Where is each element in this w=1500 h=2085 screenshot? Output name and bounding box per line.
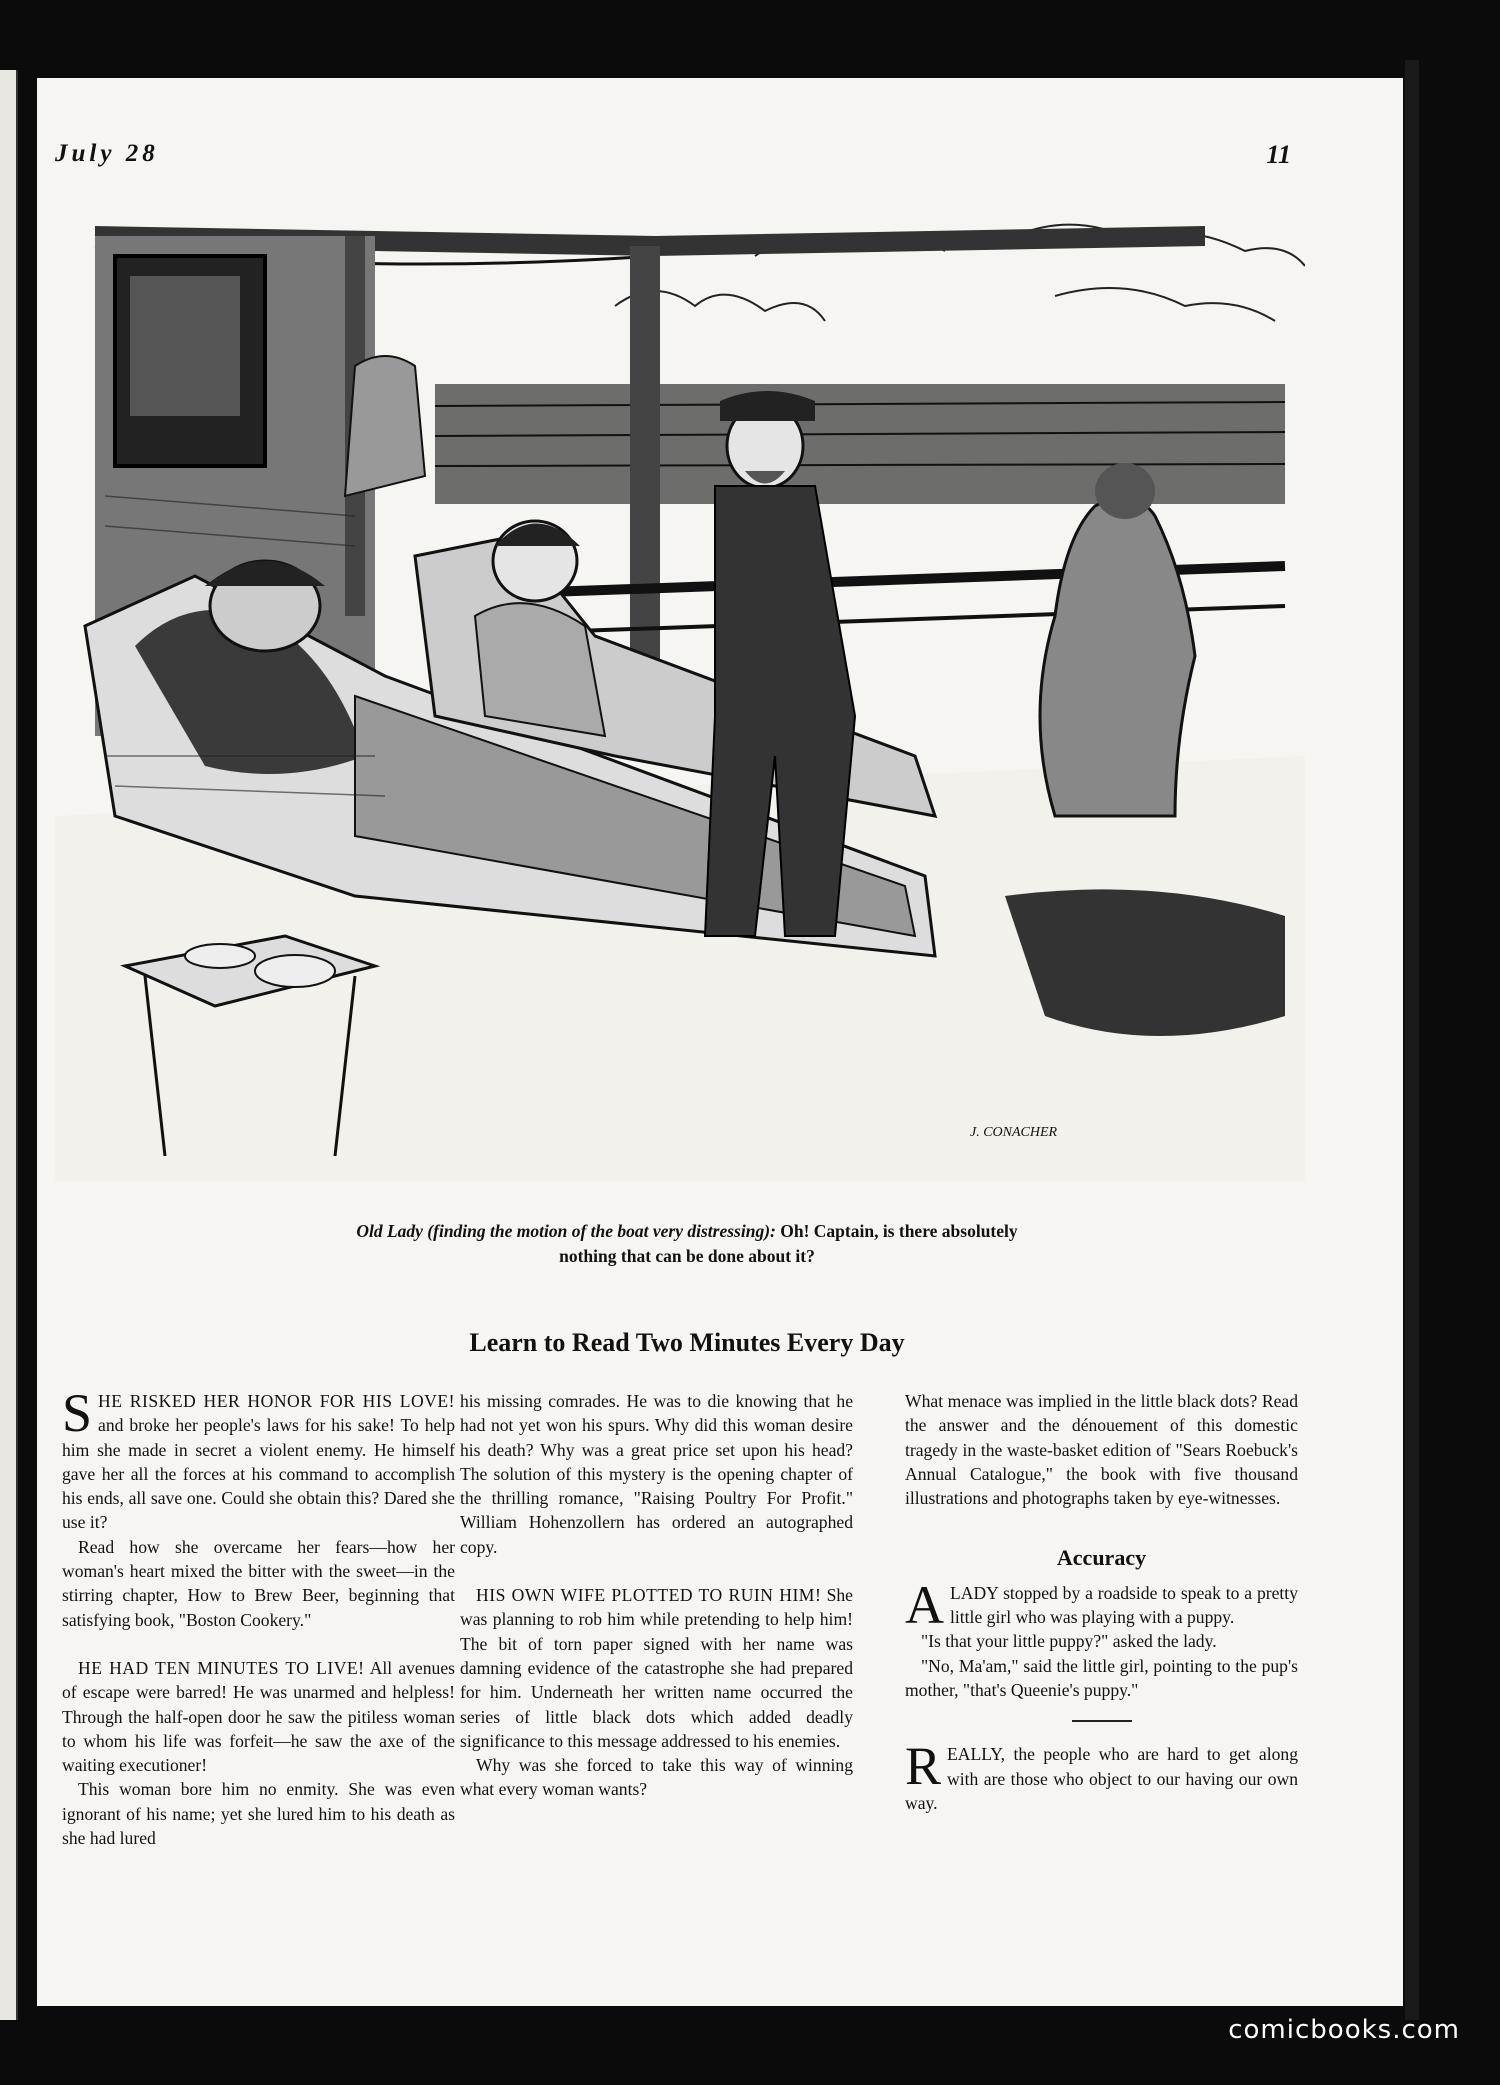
cartoon-caption — [197, 1219, 1177, 1269]
paragraph: "No, Ma'am," said the little girl, pointing to the pup's mother, "that's Queenie's puppy." — [905, 1655, 1298, 1700]
drop-cap: R — [905, 1736, 942, 1797]
paragraph: "Is that your little puppy?" asked the lady. — [921, 1631, 1217, 1652]
lead-in: HE HAD TEN MINUTES TO LIVE! — [78, 1657, 365, 1678]
page-number: 11 — [1266, 140, 1291, 169]
paragraph: This woman bore him no enmity. She was even ignorant of his name; yet she lured him to his death as she had lured — [62, 1779, 455, 1849]
caption-speaker: Old Lady (finding the motion of the boat very distressing): — [356, 1221, 776, 1241]
paragraph: What menace was implied in the little black dots? Read the answer and the dénouement of this domestic tragedy in the waste-basket edition of "Sears Roebuck's Annual Catalogue," the book with five thousand illustrations and photographs taken by eye-witnesses. — [905, 1391, 1298, 1509]
article-column-2 — [460, 1389, 853, 1802]
paragraph-text: and broke her people's laws for his sake! To help him she made in secret a violent enemy. He himself gave her all the forces at his command to accomplish his ends, all save one. Could she obtain this? Dared she use it? — [62, 1415, 455, 1533]
paragraph-text: She was planning to rob him while pretending to help him! The bit of torn paper signed with her name was damning evidence of the catastrophe she had prepared for him. Underneath her written name occurred the series of little black dots which added deadly significance to this message addressed to his enemies. — [460, 1585, 853, 1751]
paragraph — [62, 1383, 455, 1535]
divider-rule — [1072, 1720, 1132, 1722]
paragraph: his missing comrades. He was to die knowing that he had not yet won his spurs. Why did this woman desire his death? Why was a great price set upon his head? The solution of this mystery is the opening chapter of the thrilling romance, "Raising Poultry For Profit." William Hohenzollern has ordered an autographed copy. — [460, 1391, 853, 1557]
paragraph — [905, 1736, 1298, 1815]
site-watermark: comicbooks.com — [1228, 2015, 1460, 2045]
lead-in: HE RISKED HER HONOR FOR HIS LOVE! — [98, 1391, 455, 1411]
article-column-3 — [905, 1389, 1298, 1815]
cartoon-illustration — [55, 196, 1305, 1181]
caption-line-1: Oh! Captain, is there absolutely — [780, 1221, 1018, 1241]
paragraph-text: LADY stopped by a roadside to speak to a pretty little girl who was playing with a puppy. — [950, 1582, 1298, 1628]
binding-edge — [1405, 60, 1419, 2020]
paragraph-text: All avenues of escape were barred! He was unarmed and helpless! Through the half-open door he saw the pitiless woman to whom his life was forfeit—he saw the axe of the waiting executioner! — [62, 1657, 455, 1776]
paragraph — [62, 1656, 455, 1777]
paragraph — [460, 1583, 853, 1753]
drop-cap: A — [905, 1574, 944, 1635]
caption-line-2: nothing that can be done about it? — [559, 1246, 815, 1266]
artist-signature: J. CONACHER — [970, 1125, 1058, 1140]
running-date: July 28 — [55, 140, 159, 167]
section-heading-accuracy: Accuracy — [1056, 1545, 1147, 1571]
deck-scene-drawing — [55, 196, 1305, 1181]
paragraph-text: EALLY, the people who are hard to get along with are those who object to our having our own way. — [905, 1744, 1298, 1813]
paragraph: Why was she forced to take this way of winning what every woman wants? — [460, 1755, 853, 1800]
paragraph: Read how she overcame her fears—how her woman's heart mixed the bitter with the sweet—in the stirring chapter, How to Brew Beer, beginning that satisfying book, "Boston Cookery." — [62, 1536, 455, 1630]
magazine-page — [37, 78, 1403, 2006]
article-column-1 — [62, 1383, 455, 1850]
lead-in: HIS OWN WIFE PLOTTED TO RUIN HIM! — [476, 1585, 822, 1606]
article-headline: Learn to Read Two Minutes Every Day — [469, 1328, 905, 1357]
adjacent-page-edge — [0, 70, 18, 2020]
paragraph — [905, 1574, 1298, 1635]
drop-cap: S — [62, 1383, 93, 1443]
